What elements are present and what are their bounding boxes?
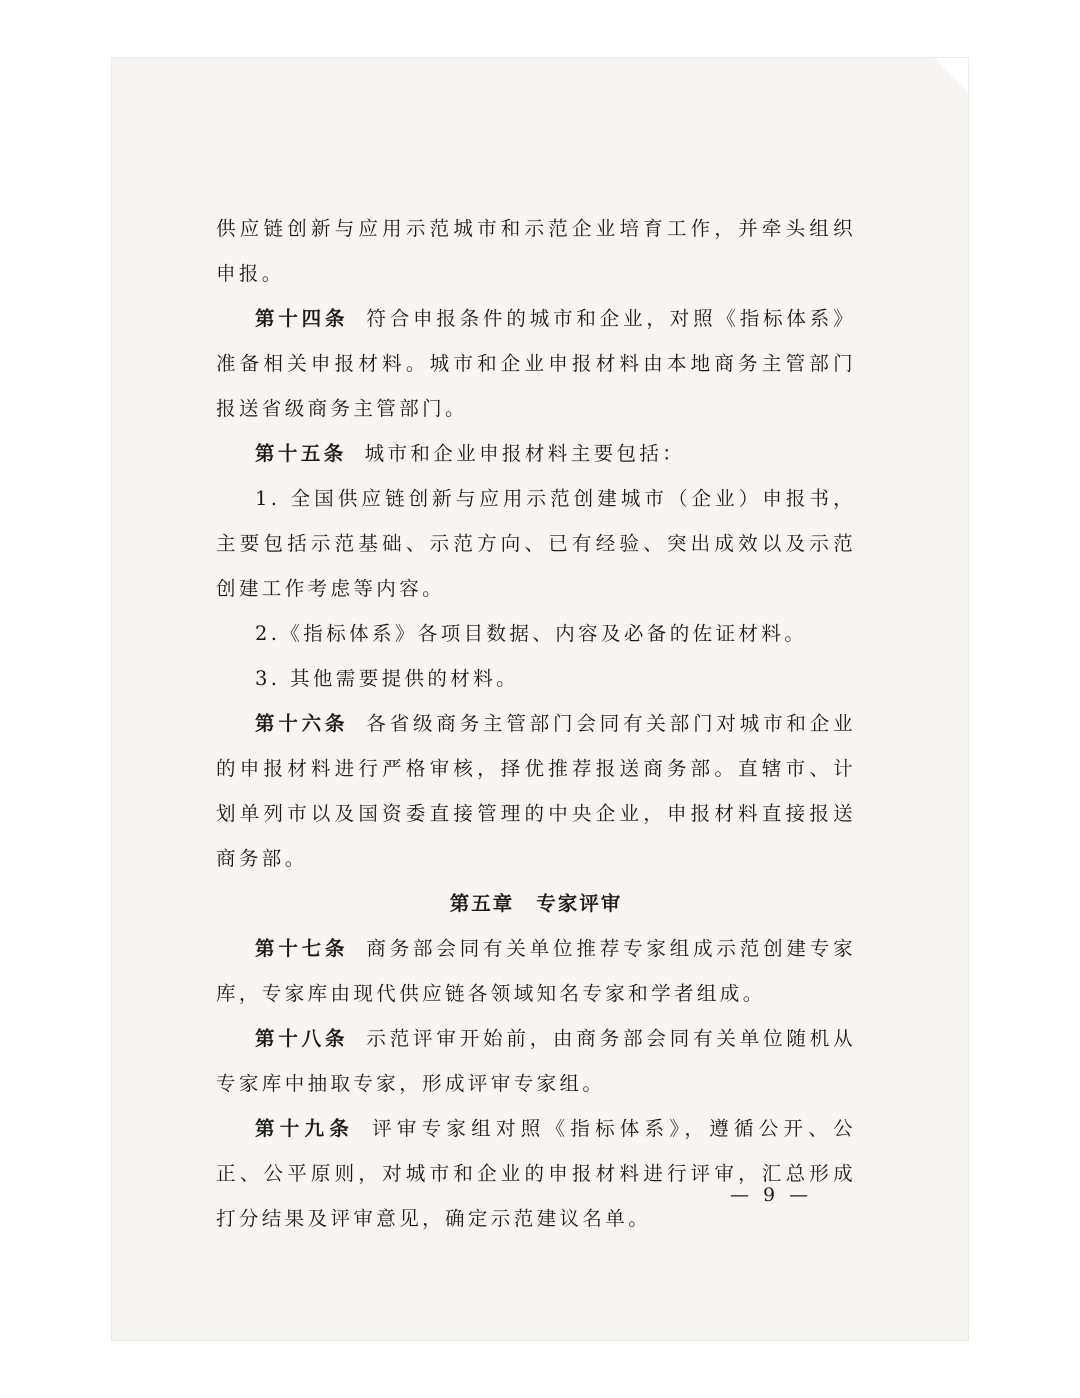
article-15-text: 城市和企业申报材料主要包括：	[364, 442, 686, 465]
article-15	[216, 431, 856, 476]
page-number: — 9 —	[730, 1184, 813, 1206]
list-item-1: 1. 全国供应链创新与应用示范创建城市（企业）申报书，主要包括示范基础、示范方向、已有经验、突出成效以及示范创建工作考虑等内容。	[216, 487, 856, 600]
document-body	[216, 206, 856, 1241]
article-18	[216, 1016, 856, 1106]
article-19-label: 第十九条	[255, 1117, 355, 1140]
article-16	[216, 701, 856, 881]
article-16-label: 第十六条	[255, 712, 349, 735]
article-14	[216, 296, 856, 431]
chapter-heading	[216, 881, 856, 926]
page-corner	[934, 58, 968, 92]
document-page	[112, 58, 968, 1340]
article-14-label: 第十四条	[255, 307, 349, 330]
list-item-3: 3. 其他需要提供的材料。	[255, 667, 520, 690]
article-14-text: 符合申报条件的城市和企业，对照《指标体系》准备相关申报材料。城市和企业申报材料由本地商务主管部门报送省级商务主管部门。	[216, 307, 856, 420]
list-item-2: 2.《指标体系》各项目数据、内容及必备的佐证材料。	[255, 622, 808, 645]
paragraph-continued: 供应链创新与应用示范城市和示范企业培育工作，并牵头组织申报。	[216, 217, 856, 285]
article-17-text: 商务部会同有关单位推荐专家组成示范创建专家库，专家库由现代供应链各领域知名专家和学者组成。	[216, 937, 856, 1005]
article-19	[216, 1106, 856, 1241]
chapter-number: 第五章	[449, 892, 515, 915]
article-17-label: 第十七条	[255, 937, 349, 960]
chapter-title: 专家评审	[536, 892, 623, 915]
article-18-label: 第十八条	[255, 1027, 349, 1050]
article-19-text: 评审专家组对照《指标体系》，遵循公开、公正、公平原则，对城市和企业的申报材料进行评审，汇总形成打分结果及评审意见，确定示范建议名单。	[216, 1117, 856, 1230]
article-16-text: 各省级商务主管部门会同有关部门对城市和企业的申报材料进行严格审核，择优推荐报送商务部。直辖市、计划单列市以及国资委直接管理的中央企业，申报材料直接报送商务部。	[216, 712, 856, 870]
article-18-text: 示范评审开始前，由商务部会同有关单位随机从专家库中抽取专家，形成评审专家组。	[216, 1027, 856, 1095]
article-15-label: 第十五条	[255, 442, 347, 465]
article-17	[216, 926, 856, 1016]
